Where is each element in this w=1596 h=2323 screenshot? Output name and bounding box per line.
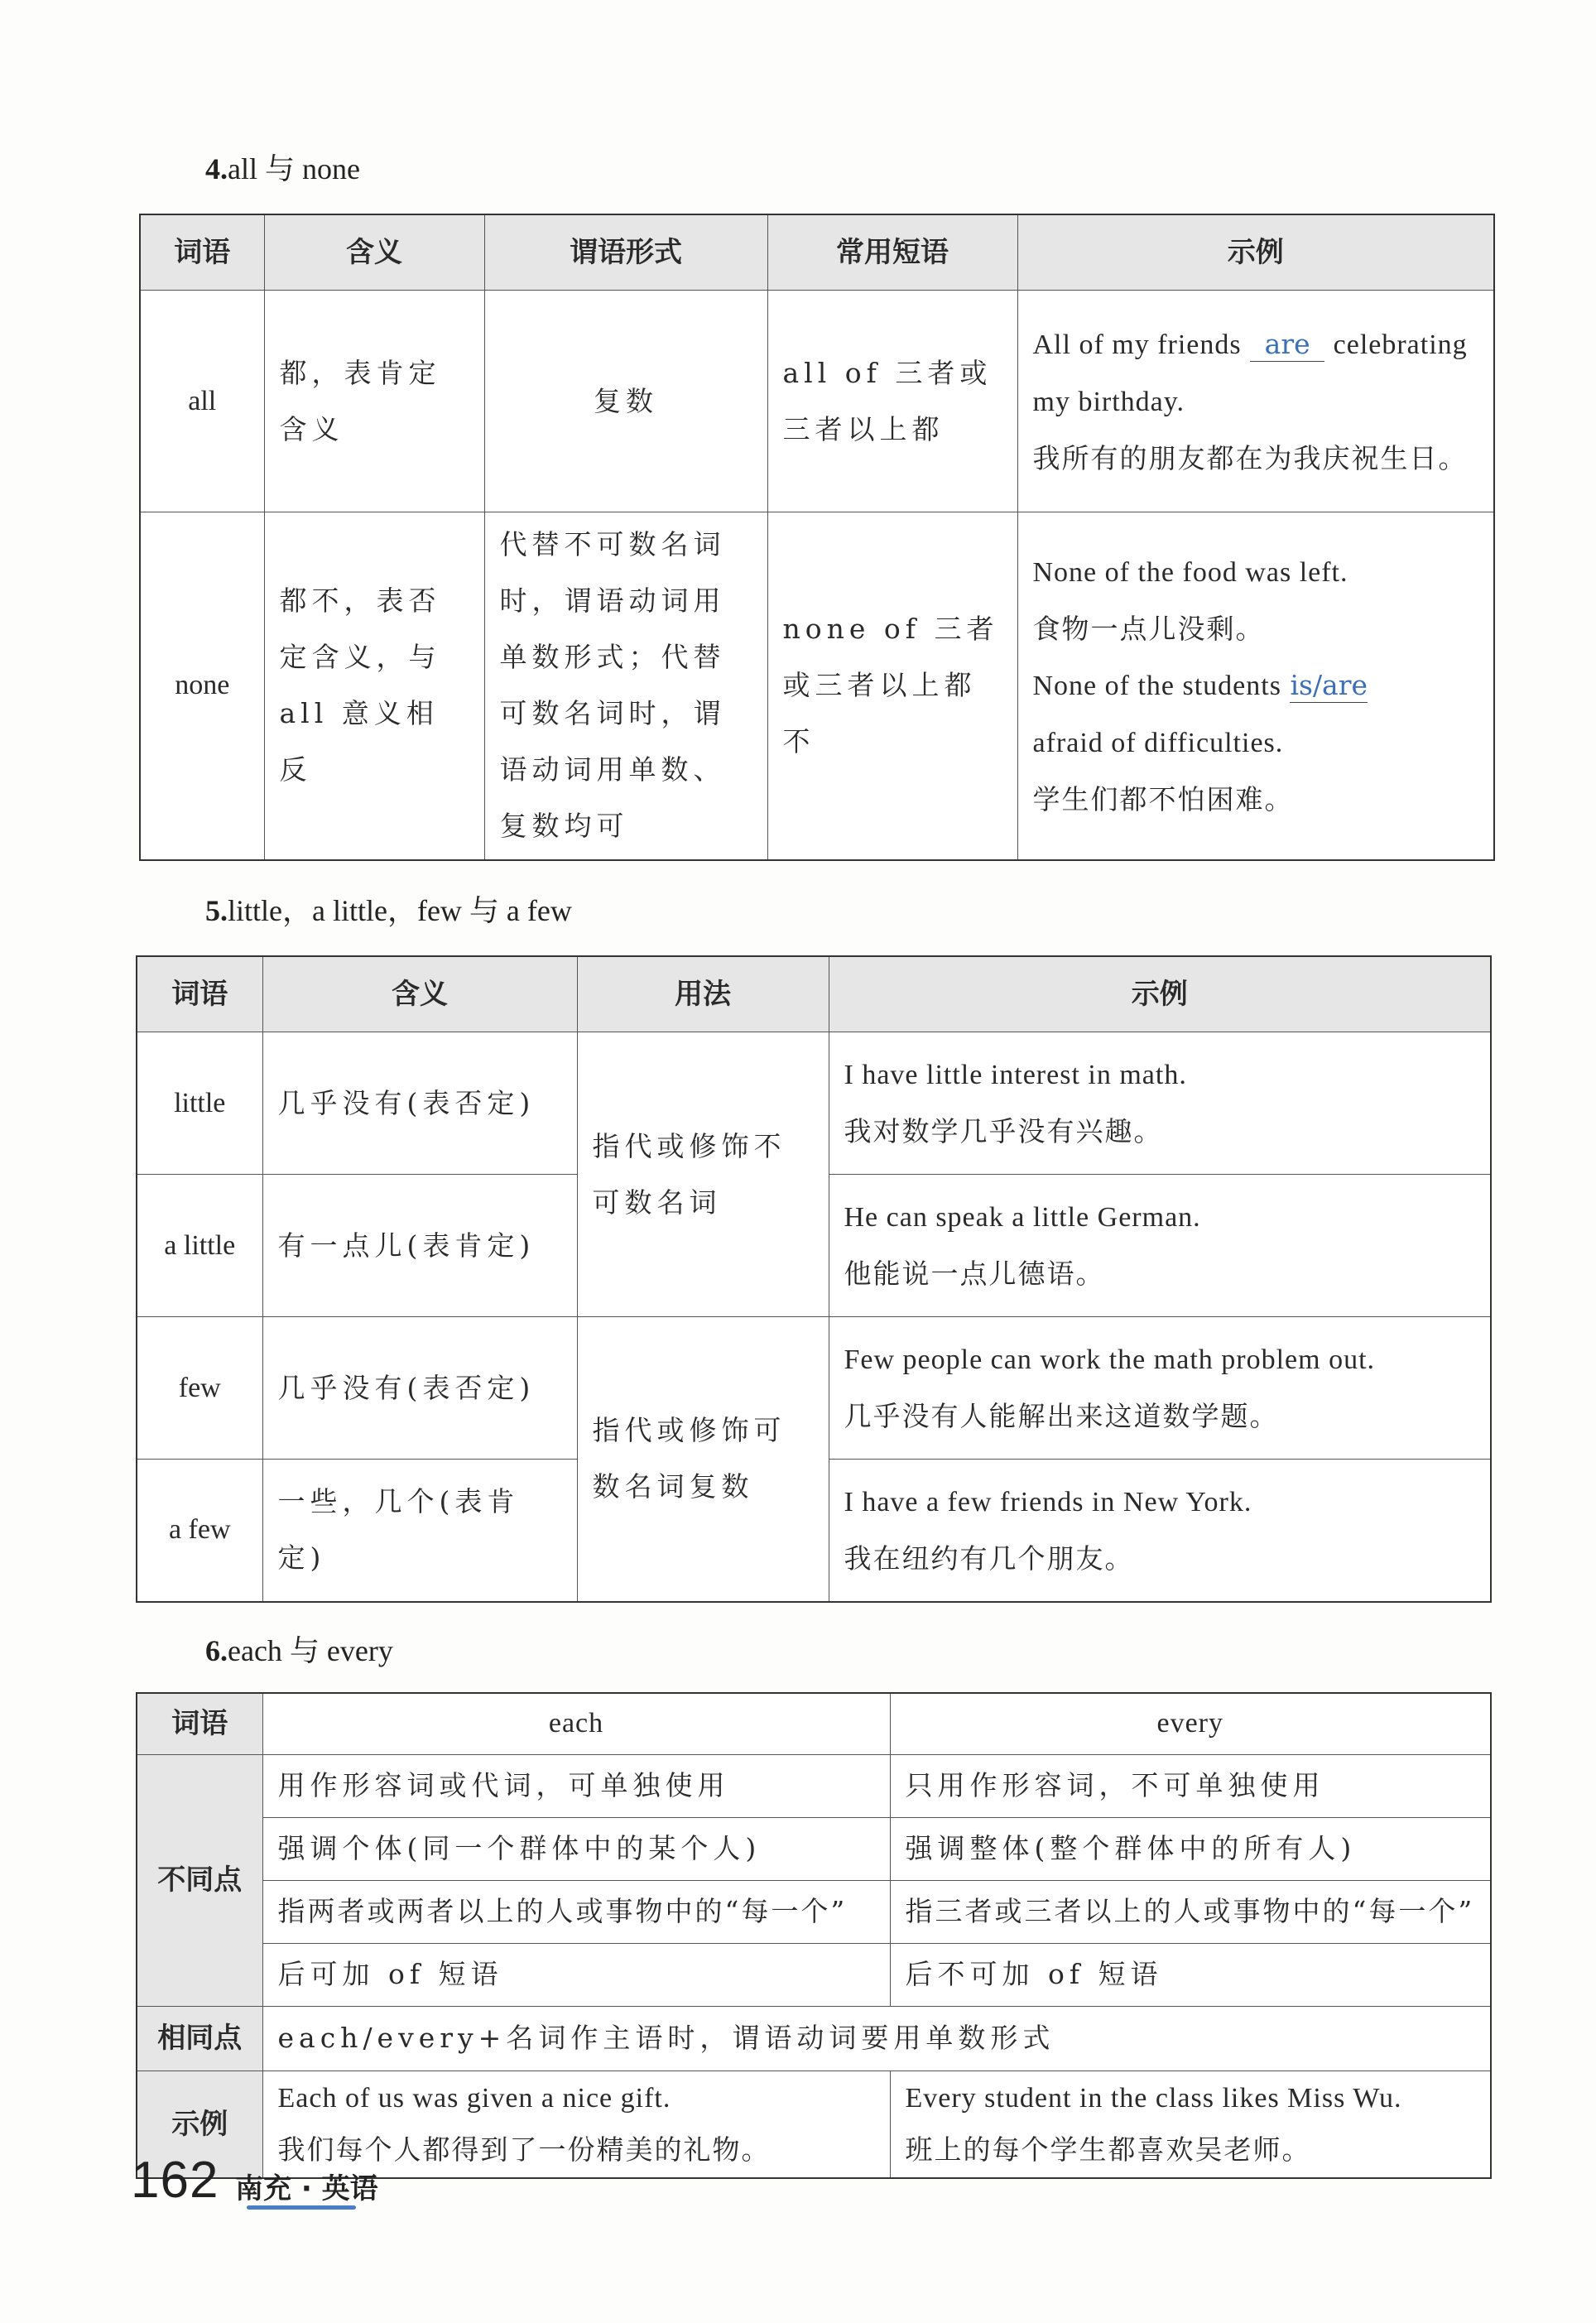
example-cell xyxy=(1017,291,1494,512)
header-term: 词语 xyxy=(137,1693,262,1754)
example-en: Few people can work the math problem out. xyxy=(844,1344,1376,1375)
table-header-row xyxy=(140,214,1494,291)
example-zh: 我对数学几乎没有兴趣。 xyxy=(844,1115,1163,1147)
example-zh: 班上的每个学生都喜欢吴老师。 xyxy=(905,2133,1311,2167)
meaning-cell: 一些，几个(表肯定) xyxy=(262,1460,577,1602)
example-en-part1: None of the students xyxy=(1032,670,1281,701)
verb-form-cell: 复数 xyxy=(484,291,767,512)
table-row xyxy=(140,512,1494,860)
all-none-table xyxy=(139,214,1495,861)
each-diff: 指两者或两者以上的人或事物中的“每一个” xyxy=(262,1880,890,1943)
meaning-cell: 都不，表否定含义，与 all 意义相反 xyxy=(264,512,484,860)
footer-accent-bar xyxy=(247,2205,356,2210)
little-few-table xyxy=(136,955,1492,1603)
example-zh: 我们每个人都得到了一份精美的礼物。 xyxy=(277,2133,771,2167)
every-diff: 后不可加 of 短语 xyxy=(890,1943,1491,2006)
example-en-part2: celebrating my birthday. xyxy=(1032,329,1468,417)
example-zh: 食物一点儿没剩。 xyxy=(1032,612,1265,645)
answer-blank: is/are xyxy=(1290,668,1368,701)
example-zh: 几乎没有人能解出来这道数学题。 xyxy=(844,1400,1279,1432)
header-meaning: 含义 xyxy=(264,214,484,291)
header-verb-form: 谓语形式 xyxy=(484,214,767,291)
table-row xyxy=(137,1943,1491,2006)
header-example: 示例 xyxy=(1017,214,1494,291)
term-cell: none xyxy=(140,512,264,860)
example-cell xyxy=(829,1175,1491,1317)
example-en-part1: All of my friends xyxy=(1032,329,1242,360)
phrase-cell: all of 三者或三者以上都 xyxy=(767,291,1017,512)
term-cell: little xyxy=(137,1032,262,1175)
example-en-part2: afraid of difficulties. xyxy=(1032,727,1284,758)
every-diff: 只用作形容词，不可单独使用 xyxy=(890,1754,1491,1817)
example-cell xyxy=(829,1460,1491,1602)
each-diff: 后可加 of 短语 xyxy=(262,1943,890,2006)
section-6-title-text: each 与 every xyxy=(228,1634,393,1667)
header-term: 词语 xyxy=(137,956,262,1032)
each-diff: 强调个体(同一个群体中的某个人) xyxy=(262,1817,890,1880)
each-diff: 用作形容词或代词，可单独使用 xyxy=(262,1754,890,1817)
each-example xyxy=(262,2070,890,2178)
example-cell xyxy=(829,1317,1491,1460)
term-cell: all xyxy=(140,291,264,512)
header-usage: 用法 xyxy=(577,956,829,1032)
usage-cell: 指代或修饰不可数名词 xyxy=(577,1032,829,1317)
section-5-title-text: little，a little，few 与 a few xyxy=(228,894,572,927)
example-en: He can speak a little German. xyxy=(844,1202,1201,1233)
table-row xyxy=(137,1317,1491,1460)
section-6-number: 6. xyxy=(205,1634,228,1667)
example-cell xyxy=(1017,512,1494,860)
example-en: I have a few friends in New York. xyxy=(844,1486,1252,1517)
answer-blank: are xyxy=(1250,328,1324,362)
term-cell: a few xyxy=(137,1460,262,1602)
example-zh: 学生们都不怕困难。 xyxy=(1032,782,1294,815)
table-header-row xyxy=(137,1693,1491,1754)
table-row xyxy=(137,2070,1491,2178)
every-diff: 强调整体(整个群体中的所有人) xyxy=(890,1817,1491,1880)
table-row xyxy=(137,2006,1491,2070)
header-phrase: 常用短语 xyxy=(767,214,1017,291)
header-meaning: 含义 xyxy=(262,956,577,1032)
page-number: 162 xyxy=(131,2152,219,2209)
header-each: each xyxy=(262,1693,890,1754)
header-every: every xyxy=(890,1693,1491,1754)
similarity-label: 相同点 xyxy=(137,2006,262,2070)
example-en: Every student in the class likes Miss Wu. xyxy=(905,2083,1402,2114)
meaning-cell: 有一点儿(表肯定) xyxy=(262,1175,577,1317)
example-label: 示例 xyxy=(137,2070,262,2178)
term-cell: few xyxy=(137,1317,262,1460)
meaning-cell: 几乎没有(表否定) xyxy=(262,1032,577,1175)
header-term: 词语 xyxy=(140,214,264,291)
header-example: 示例 xyxy=(829,956,1491,1032)
differences-label: 不同点 xyxy=(137,1754,262,2006)
section-5-title xyxy=(205,887,572,930)
section-5-number: 5. xyxy=(205,894,228,927)
every-diff: 指三者或三者以上的人或事物中的“每一个” xyxy=(890,1880,1491,1943)
meaning-cell: 几乎没有(表否定) xyxy=(262,1317,577,1460)
term-cell: a little xyxy=(137,1175,262,1317)
phrase-cell: none of 三者或三者以上都不 xyxy=(767,512,1017,860)
example-en: None of the food was left. xyxy=(1032,556,1348,588)
verb-form-cell: 代替不可数名词时，谓语动词用单数形式；代替可数名词时，谓语动词用单数、复数均可 xyxy=(484,512,767,860)
usage-cell: 指代或修饰可数名词复数 xyxy=(577,1317,829,1602)
table-row xyxy=(137,1032,1491,1175)
each-every-table xyxy=(136,1692,1492,2179)
meaning-cell: 都，表肯定含义 xyxy=(264,291,484,512)
section-6-title xyxy=(205,1628,393,1670)
every-example xyxy=(890,2070,1491,2178)
table-row xyxy=(137,1880,1491,1943)
table-row xyxy=(140,291,1494,512)
example-en: Each of us was given a nice gift. xyxy=(277,2083,671,2114)
section-4-title xyxy=(205,146,360,188)
example-zh: 我所有的朋友都在为我庆祝生日。 xyxy=(1032,441,1468,474)
example-en: I have little interest in math. xyxy=(844,1060,1187,1090)
table-row xyxy=(137,1754,1491,1817)
table-header-row xyxy=(137,956,1491,1032)
example-zh: 他能说一点儿德语。 xyxy=(844,1258,1105,1290)
section-4-title-text: all 与 none xyxy=(228,152,360,185)
similarity-text: each/every+名词作主语时，谓语动词要用单数形式 xyxy=(262,2006,1491,2070)
footer-label: 南充 · 英语 xyxy=(235,2172,378,2205)
example-zh: 我在纽约有几个朋友。 xyxy=(844,1541,1134,1575)
section-4-number: 4. xyxy=(205,152,228,185)
example-cell xyxy=(829,1032,1491,1175)
table-row xyxy=(137,1817,1491,1880)
